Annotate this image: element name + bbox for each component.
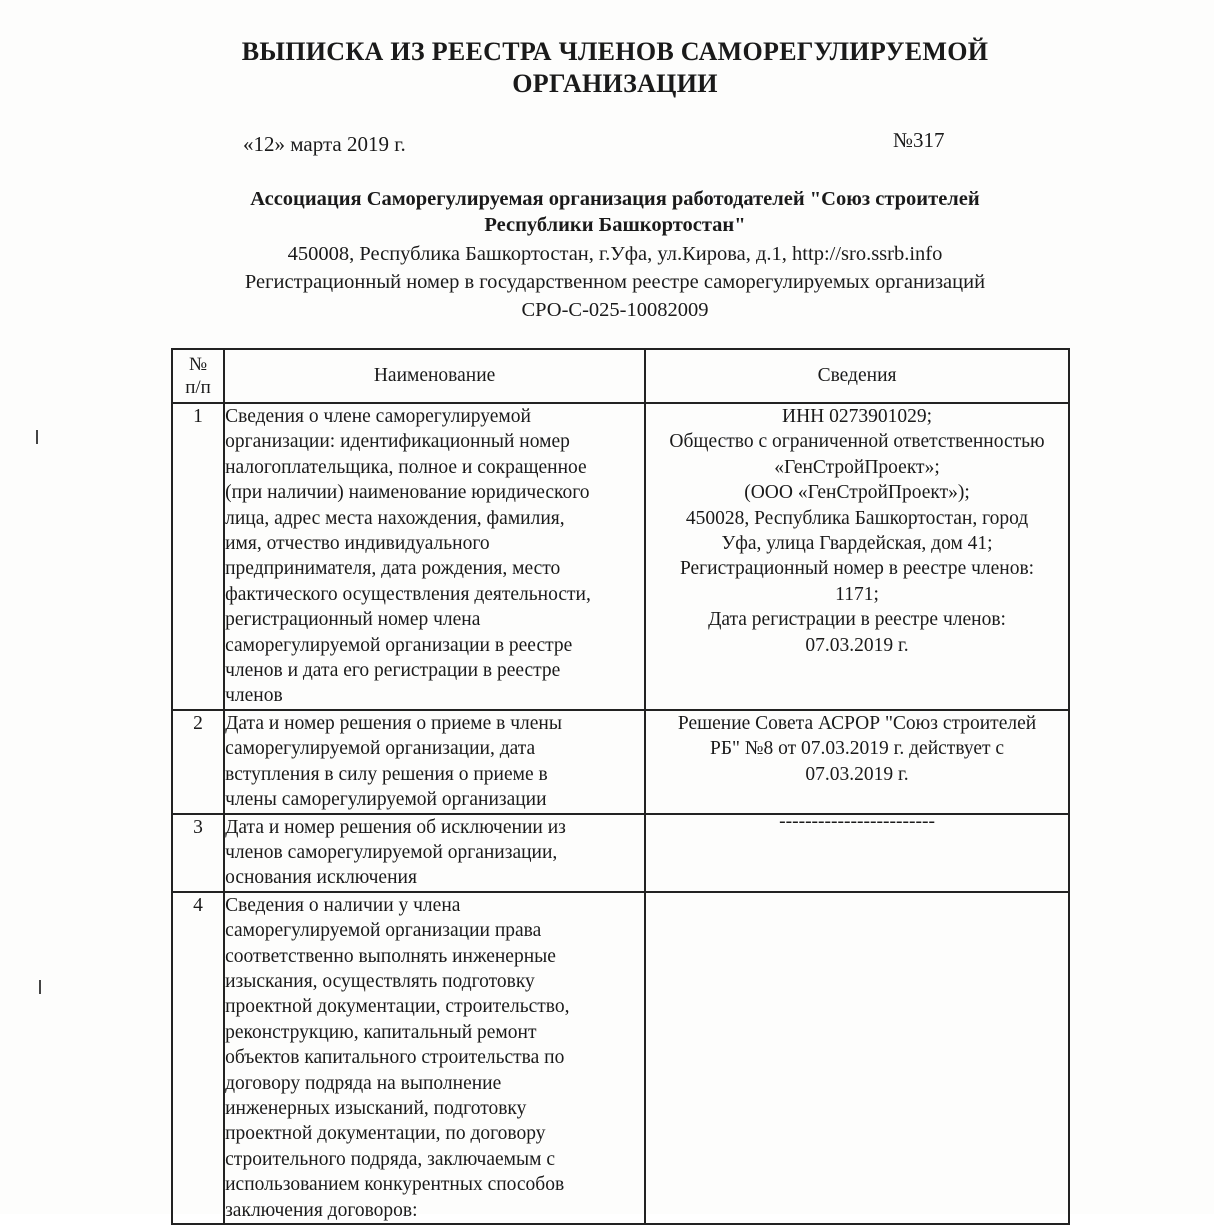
row-name-line: Сведения о члене саморегулируемой bbox=[225, 406, 531, 427]
row-number: 4 bbox=[172, 892, 224, 1224]
row-info bbox=[645, 403, 1069, 710]
row-name-line: проектной документации, строительство, bbox=[225, 996, 570, 1018]
row-name-line: организации: идентификационный номер bbox=[225, 431, 570, 453]
row-info bbox=[645, 710, 1069, 814]
header-number bbox=[172, 349, 224, 403]
row-name-line: фактического осуществления деятельности, bbox=[225, 583, 591, 605]
row-name-line: реконструкцию, капитальный ремонт bbox=[225, 1021, 537, 1043]
row-name-line: вступления в силу решения о приеме в bbox=[225, 763, 548, 785]
row-info-line: 07.03.2019 г. bbox=[805, 763, 909, 785]
row-name-line: основания исключения bbox=[225, 867, 417, 889]
registry-table bbox=[171, 348, 1070, 1225]
header-number-line-1: № bbox=[188, 354, 208, 375]
table-header-row bbox=[172, 349, 1069, 403]
title-line-1: ВЫПИСКА ИЗ РЕЕСТРА ЧЛЕНОВ САМОРЕГУЛИРУЕМОЙ bbox=[241, 37, 989, 66]
row-name-line: соответственно выполнять инженерные bbox=[225, 945, 556, 967]
table-row bbox=[172, 892, 1069, 1224]
row-info-line: Уфа, улица Гвардейская, дом 41; bbox=[721, 533, 993, 555]
row-name-line: членов и дата его регистрации в реестре bbox=[225, 660, 561, 682]
row-info-line: Общество с ограниченной ответственностью bbox=[669, 431, 1045, 453]
row-info-line: Решение Совета АСРОР "Союз строителей bbox=[677, 712, 1037, 734]
row-info-line: Регистрационный номер в реестре членов: bbox=[679, 558, 1035, 580]
row-name-line: саморегулируемой организации в реестре bbox=[225, 634, 573, 656]
document-date: «12» марта 2019 г. bbox=[243, 132, 406, 156]
organization-address: 450008, Республика Башкортостан, г.Уфа, ул.Кирова, д.1, http://sro.ssrb.info bbox=[287, 243, 943, 265]
document-title bbox=[200, 36, 1030, 100]
header-number-line-2: п/п bbox=[185, 377, 211, 398]
row-name bbox=[224, 403, 645, 710]
organization-block bbox=[200, 186, 1030, 324]
registration-label: Регистрационный номер в государственном реестре саморегулируемых организаций bbox=[244, 271, 986, 293]
title-line-2: ОРГАНИЗАЦИИ bbox=[512, 69, 718, 98]
row-info-line: 1171; bbox=[835, 583, 879, 605]
org-name-line-2: Республики Башкортостан" bbox=[484, 214, 746, 236]
row-name-line: договору подряда на выполнение bbox=[225, 1072, 502, 1094]
row-name-line: проектной документации, по договору bbox=[225, 1123, 546, 1145]
row-name-line: объектов капитального строительства по bbox=[225, 1047, 565, 1069]
row-name-line: членов саморегулируемой организации, bbox=[225, 841, 558, 863]
row-info-line: «ГенСтройПроект»; bbox=[774, 456, 940, 478]
row-number: 2 bbox=[172, 710, 224, 814]
organization-name bbox=[200, 186, 1030, 238]
row-info-line: ИНН 0273901029; bbox=[782, 406, 933, 427]
row-name bbox=[224, 892, 645, 1224]
row-name-line: имя, отчество индивидуального bbox=[225, 533, 490, 555]
header-name: Наименование bbox=[224, 349, 645, 403]
org-name-line-1: Ассоциация Саморегулируемая организация работодателей "Союз строителей bbox=[250, 188, 980, 210]
row-name-line: изыскания, осуществлять подготовку bbox=[225, 970, 535, 992]
table-row bbox=[172, 403, 1069, 710]
table-row bbox=[172, 710, 1069, 814]
row-info-line: 450028, Республика Башкортостан, город bbox=[685, 507, 1029, 529]
row-name-line: строительного подряда, заключаемым с bbox=[225, 1148, 555, 1170]
row-name-line: заключения договоров: bbox=[225, 1199, 418, 1221]
row-name-line: (при наличии) наименование юридического bbox=[225, 482, 590, 504]
row-name bbox=[224, 710, 645, 814]
document-number: №317 bbox=[893, 128, 945, 152]
registration-number: СРО-С-025-10082009 bbox=[521, 299, 709, 321]
row-name-line: члены саморегулируемой организации bbox=[225, 789, 547, 811]
row-name-line: саморегулируемой организации права bbox=[225, 920, 542, 942]
row-name-line: Дата и номер решения о приеме в члены bbox=[225, 712, 562, 734]
row-name-line: предпринимателя, дата рождения, место bbox=[225, 558, 561, 580]
row-name bbox=[224, 814, 645, 892]
scan-margin-mark bbox=[39, 980, 41, 994]
row-info bbox=[645, 810, 1069, 892]
row-name-line: налогоплательщика, полное и сокращенное bbox=[225, 456, 587, 478]
row-name-line: инженерных изысканий, подготовку bbox=[225, 1097, 527, 1119]
row-number: 3 bbox=[172, 814, 224, 892]
row-number: 1 bbox=[172, 403, 224, 710]
row-name-line: Дата и номер решения об исключении из bbox=[225, 816, 566, 838]
header-info: Сведения bbox=[645, 349, 1069, 403]
row-info-line: (ООО «ГенСтройПроект»); bbox=[744, 482, 970, 504]
row-info-line: Дата регистрации в реестре членов: bbox=[708, 609, 1006, 631]
row-name-line: регистрационный номер члена bbox=[225, 609, 481, 631]
empty-value-dashes: ------------------------ bbox=[779, 810, 935, 832]
table-row bbox=[172, 814, 1069, 892]
row-name-line: лица, адрес места нахождения, фамилия, bbox=[225, 507, 565, 529]
row-info-line: РБ" №8 от 07.03.2019 г. действует с bbox=[709, 738, 1005, 760]
row-name-line: саморегулируемой организации, дата bbox=[225, 738, 536, 760]
row-name-line: членов bbox=[225, 685, 283, 707]
row-info-line: 07.03.2019 г. bbox=[805, 634, 909, 656]
row-info bbox=[645, 892, 1069, 1224]
row-name-line: использованием конкурентных способов bbox=[225, 1174, 565, 1196]
scan-margin-mark bbox=[36, 430, 38, 444]
row-name-line: Сведения о наличии у члена bbox=[225, 894, 461, 916]
